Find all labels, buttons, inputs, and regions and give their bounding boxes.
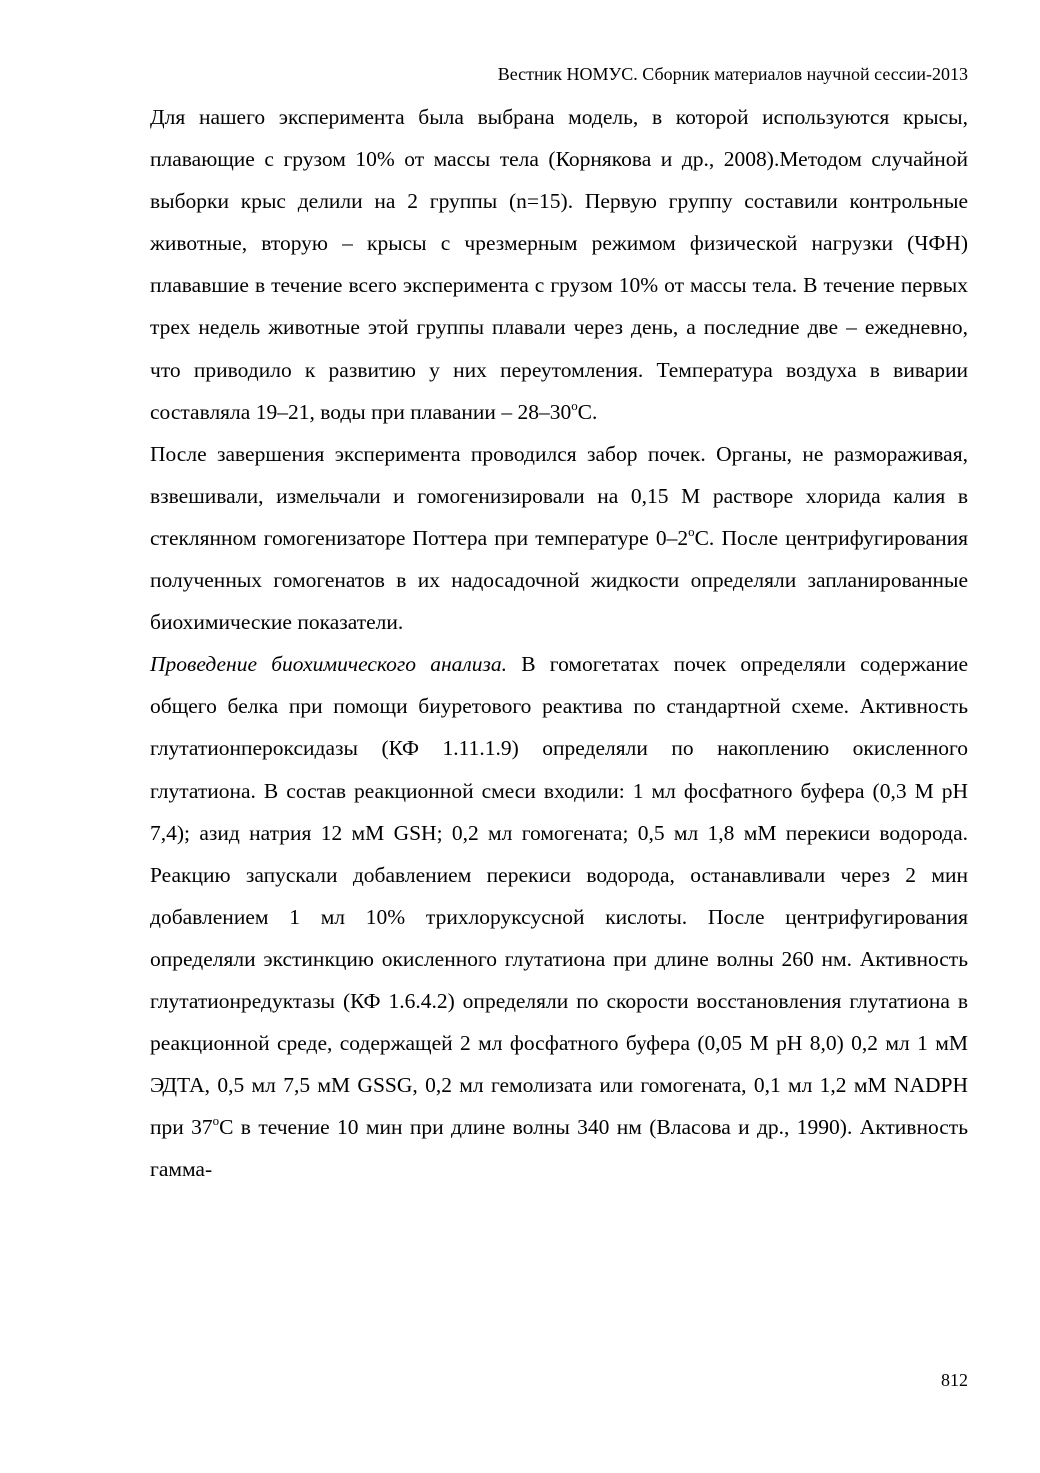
degree-superscript: o <box>571 398 578 413</box>
paragraph-text: С. После центрифугирования полученных гомогенатов в их надосадочной жидкости определяли запланированные биохимические показатели. <box>150 525 968 635</box>
paragraph-text: В гомогетатах почек определяли содержание общего белка при помощи биуретового реактива по стандартной схеме. Активность глутатионпероксидазы (КФ 1.11.1.9) определяли по накоплению окисленного глутатиона. В состав реакционной смеси входили: 1 мл фосфатного буфера (0,3 М рН 7,4); азид натрия 12 мМ GSH; 0,2 мл гомогената; 0,5 мл 1,8 мМ перекиси водорода. Реакцию запускали добавлением перекиси водорода, останавливали через 2 мин добавлением 1 мл 10% трихлоруксусной кислоты. После центрифугирования определяли экстинкцию окисленного глутатиона при длине волны 260 нм. Активность глутатионредуктазы (КФ 1.6.4.2) определяли по скорости восстановления глутатиона в реакционной среде, содержащей 2 мл фосфатного буфера (0,05 М рН 8,0) 0,2 мл 1 мМ ЭДТА, 0,5 мл 7,5 мМ GSSG, 0,2 мл гемолизата или гомогената, 0,1 мл 1,2 мМ NADPH при 37 <box>150 652 968 1140</box>
paragraph-biochemical-analysis <box>150 643 968 1190</box>
paragraph-text: С. <box>577 399 598 424</box>
degree-superscript: o <box>212 1114 220 1129</box>
paragraph-text: С в течение 10 мин при длине волны 340 нм (Власова и др., 1990). Активность гамма- <box>150 1115 968 1182</box>
section-lead-italic: Проведение биохимического анализа. <box>150 652 508 677</box>
paragraph-text: Для нашего эксперимента была выбрана модель, в которой используются крысы, плавающие с грузом 10% от массы тела (Корнякова и др., 2008).Методом случайной выборки крыс делили на 2 группы (n=15). Первую группу составили контрольные животные, вторую – крысы с чрезмерным режимом физической нагрузки (ЧФН) плававшие в течение всего эксперимента с грузом 10% от массы тела. В течение первых трех недель животные этой группы плавали через день, а последние две – ежедневно, что приводило к развитию у них переутомления. Температура воздуха в виварии составляла 19–21, воды при плавании – 28–30 <box>150 105 968 424</box>
article-body <box>150 96 968 1190</box>
paragraph-sampling <box>150 433 968 643</box>
paragraph-experiment-model <box>150 96 968 433</box>
running-header: Вестник НОМУС. Сборник материалов научной сессии-2013 <box>497 64 968 84</box>
paragraph-text: После завершения эксперимента проводился забор почек. Органы, не размораживая, взвешивали, измельчали и гомогенизировали на 0,15 М растворе хлорида калия в стеклянном гомогенизаторе Поттера при температуре 0–2 <box>150 441 968 550</box>
page-number: 812 <box>941 1370 968 1390</box>
degree-superscript: o <box>688 524 695 539</box>
